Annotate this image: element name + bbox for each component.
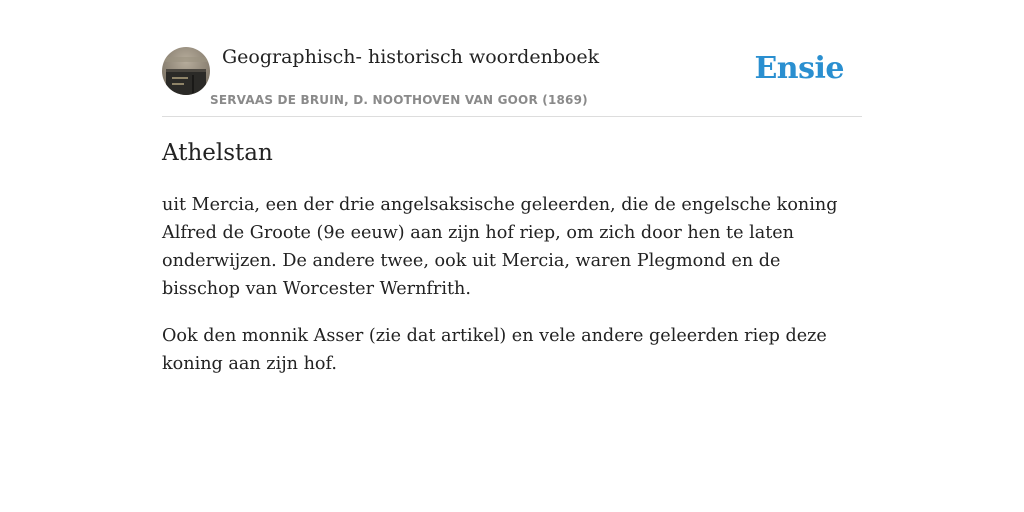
entry-title: Athelstan	[162, 140, 273, 166]
entry-paragraph: uit Mercia, een der drie angelsaksische geleerden, die de engelsche koning Alfred de Groote (9e eeuw) aan zijn hof riep, om zich door hen te laten onderwijzen. De andere twee, ook uit Mercia, waren Plegmond en de bisschop van Worcester Wernfrith.	[162, 195, 838, 299]
entry-paragraph: Ook den monnik Asser (zie dat artikel) en vele andere geleerden riep deze koning aan zijn hof.	[162, 326, 827, 374]
entry-content	[162, 191, 862, 397]
page	[162, 0, 862, 512]
book-title[interactable]: Geographisch- historisch woordenboek	[222, 46, 600, 68]
book-cover-thumbnail-icon[interactable]	[162, 47, 210, 95]
brand-logo[interactable]: Ensie	[754, 51, 844, 86]
source-header	[162, 46, 862, 117]
book-authors: SERVAAS DE BRUIN, D. NOOTHOVEN VAN GOOR (1869)	[210, 93, 588, 107]
